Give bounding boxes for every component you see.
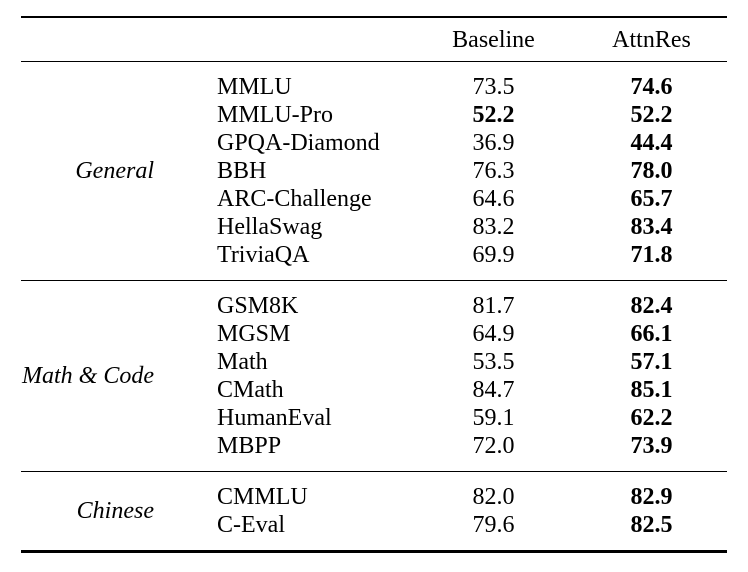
benchmark-name: MMLU-Pro xyxy=(217,102,334,128)
column-header-attnres: AttnRes xyxy=(612,26,691,53)
header-empty-group xyxy=(21,17,185,62)
benchmark-name: Math xyxy=(217,349,268,375)
benchmark-name: MMLU xyxy=(217,74,292,100)
baseline-value: 53.5 xyxy=(472,349,515,375)
attnres-value: 65.7 xyxy=(630,186,673,212)
header-empty-benchmark xyxy=(185,17,411,62)
column-header-baseline: Baseline xyxy=(452,26,535,53)
attnres-value: 83.4 xyxy=(630,214,673,240)
section-general xyxy=(21,62,727,281)
baseline-value: 36.9 xyxy=(472,130,515,156)
benchmark-name: HumanEval xyxy=(217,405,332,431)
baseline-value: 69.9 xyxy=(472,242,515,268)
attnres-value: 82.4 xyxy=(630,293,673,319)
baseline-value: 79.6 xyxy=(472,512,515,538)
benchmark-name: MBPP xyxy=(217,433,282,459)
section-math-code xyxy=(21,281,727,472)
attnres-value: 82.5 xyxy=(630,512,673,538)
attnres-value: 78.0 xyxy=(630,158,673,184)
baseline-value: 76.3 xyxy=(472,158,515,184)
baseline-value: 64.9 xyxy=(472,321,515,347)
benchmark-results-table xyxy=(21,16,727,553)
baseline-value: 83.2 xyxy=(472,214,515,240)
benchmark-name: GPQA-Diamond xyxy=(217,130,380,156)
benchmark-name: BBH xyxy=(217,158,267,184)
benchmark-name: HellaSwag xyxy=(217,214,323,240)
baseline-value: 52.2 xyxy=(472,102,515,128)
attnres-value: 82.9 xyxy=(630,484,673,510)
attnres-value: 57.1 xyxy=(630,349,673,375)
attnres-value: 62.2 xyxy=(630,405,673,431)
table-row xyxy=(21,62,727,102)
baseline-value: 84.7 xyxy=(472,377,515,403)
attnres-value: 52.2 xyxy=(630,102,673,128)
table-row xyxy=(21,472,727,512)
baseline-value: 82.0 xyxy=(472,484,515,510)
benchmark-name: CMMLU xyxy=(217,484,308,510)
benchmark-name: CMath xyxy=(217,377,284,403)
attnres-value: 73.9 xyxy=(630,433,673,459)
attnres-value: 85.1 xyxy=(630,377,673,403)
baseline-value: 64.6 xyxy=(472,186,515,212)
attnres-value: 71.8 xyxy=(630,242,673,268)
baseline-value: 72.0 xyxy=(472,433,515,459)
benchmark-name: C-Eval xyxy=(217,512,285,538)
group-label-chinese: Chinese xyxy=(76,497,154,524)
baseline-value: 73.5 xyxy=(472,74,515,100)
attnres-value: 74.6 xyxy=(630,74,673,100)
group-label-general: General xyxy=(75,157,154,184)
section-chinese xyxy=(21,472,727,552)
group-label-math-code: Math & Code xyxy=(22,362,154,389)
table-row xyxy=(21,281,727,321)
attnres-value: 66.1 xyxy=(630,321,673,347)
benchmark-name: GSM8K xyxy=(217,293,299,319)
benchmark-name: TriviaQA xyxy=(217,242,310,268)
header-row xyxy=(21,17,727,62)
benchmark-name: MGSM xyxy=(217,321,291,347)
baseline-value: 81.7 xyxy=(472,293,515,319)
benchmark-name: ARC-Challenge xyxy=(217,186,372,212)
attnres-value: 44.4 xyxy=(630,130,673,156)
baseline-value: 59.1 xyxy=(472,405,515,431)
